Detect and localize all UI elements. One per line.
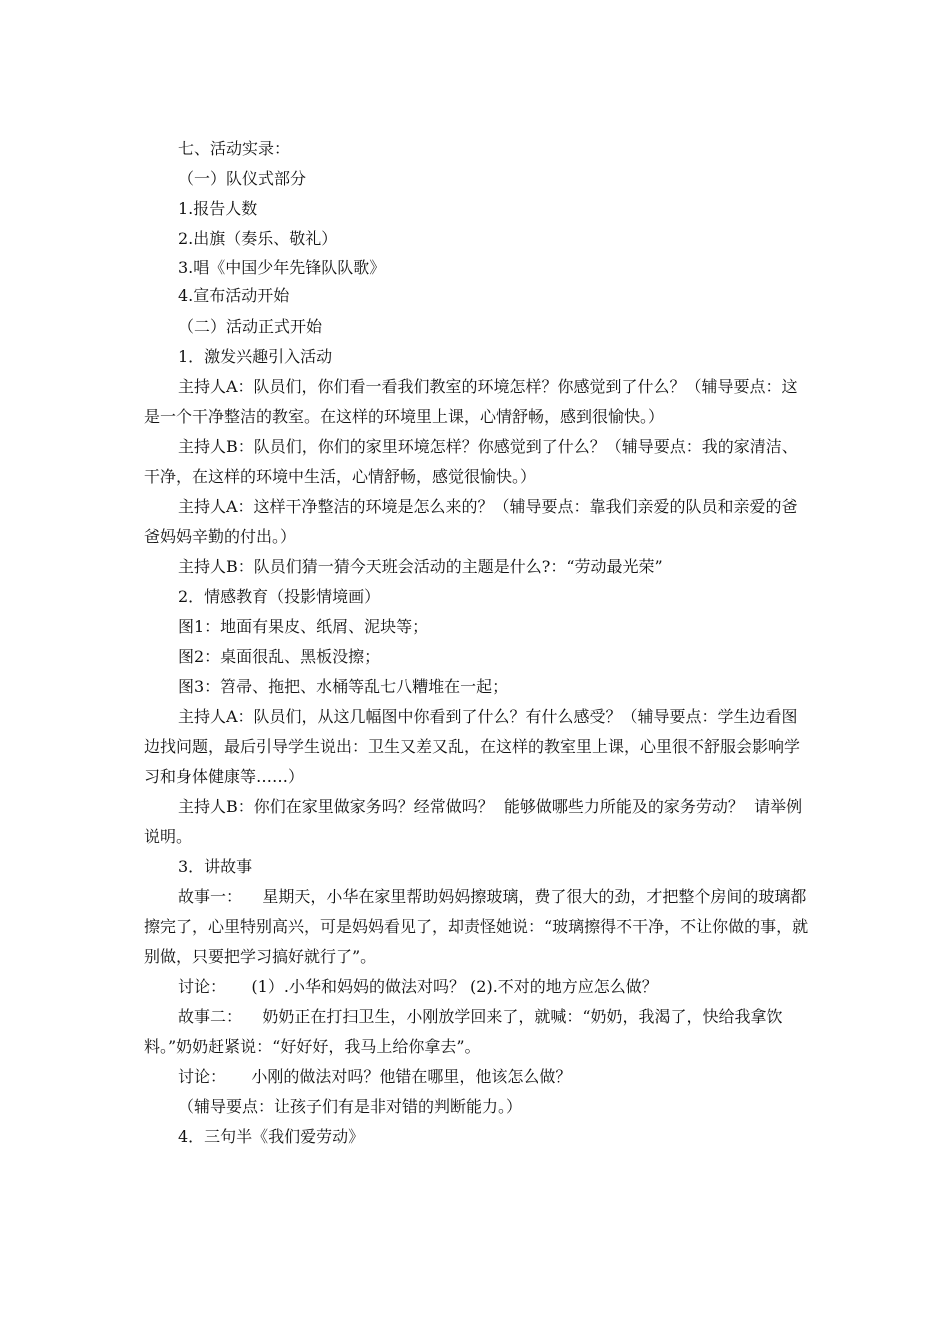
subsection-heading-formal-start: （二）活动正式开始 bbox=[178, 317, 323, 336]
figure-description: 图3：笤帚、拖把、水桶等乱七八糟堆在一起； bbox=[178, 677, 509, 696]
list-item: 3.唱《中国少年先锋队队歌》 bbox=[178, 258, 386, 277]
figure-description: 图2：桌面很乱、黑板没擦； bbox=[178, 647, 381, 666]
host-dialogue: 主持人A：队员们，从这几幅图中你看到了什么？有什么感受？（辅导要点：学生边看图边找问题，最后引导学生说出：卫生又差又乱，在这样的教室里上课，心里很不舒服会影响学习和身体健康等……） bbox=[144, 707, 801, 786]
subsection-heading-ceremony: （一）队仪式部分 bbox=[178, 169, 307, 188]
document-body bbox=[144, 134, 812, 1152]
guidance-note: （辅导要点：让孩子们有是非对错的判断能力。） bbox=[178, 1097, 523, 1116]
host-dialogue: 主持人B：你们在家里做家务吗？经常做吗？ 能够做哪些力所能及的家务劳动？ 请举例说明。 bbox=[144, 797, 803, 846]
section-heading-activity-record: 七、活动实录： bbox=[178, 139, 291, 158]
host-dialogue: 主持人A：队员们，你们看一看我们教室的环境怎样？你感觉到了什么？（辅导要点：这是一个干净整洁的教室。在这样的环境里上课，心情舒畅，感到很愉快。） bbox=[144, 377, 798, 426]
story-paragraph: 故事二： 奶奶正在打扫卫生，小刚放学回来了，就喊：“奶奶，我渴了，快给我拿饮料。”奶奶赶紧说：“好好好，我马上给你拿去”。 bbox=[144, 1007, 783, 1056]
host-dialogue: 主持人B：队员们猜一猜今天班会活动的主题是什么?：“劳动最光荣” bbox=[178, 557, 663, 576]
host-dialogue: 主持人B：队员们，你们的家里环境怎样？你感觉到了什么？（辅导要点：我的家清洁、干净，在这样的环境中生活，心情舒畅，感觉很愉快。） bbox=[144, 437, 798, 486]
step-heading: 3．讲故事 bbox=[178, 857, 253, 876]
step-heading: 2．情感教育（投影情境画） bbox=[178, 587, 381, 606]
discussion-paragraph: 讨论： (1）.小华和妈妈的做法对吗？ (2).不对的地方应怎么做？ bbox=[178, 977, 658, 996]
host-dialogue: 主持人A：这样干净整洁的环境是怎么来的？（辅导要点：靠我们亲爱的队员和亲爱的爸爸妈妈辛勤的付出。） bbox=[144, 497, 798, 546]
list-item: 2.出旗（奏乐、敬礼） bbox=[178, 229, 338, 248]
discussion-paragraph: 讨论： 小刚的做法对吗？他错在哪里，他该怎么做？ bbox=[178, 1067, 572, 1086]
step-heading: 1．激发兴趣引入活动 bbox=[178, 347, 333, 366]
list-item: 4.宣布活动开始 bbox=[178, 286, 290, 305]
story-paragraph: 故事一： 星期天，小华在家里帮助妈妈擦玻璃，费了很大的劲，才把整个房间的玻璃都擦完了，心里特别高兴，可是妈妈看见了，却责怪她说：“玻璃擦得不干净，不让你做的事，就别做，只要把学习搞好就行了”。 bbox=[144, 887, 809, 966]
list-item: 1.报告人数 bbox=[178, 199, 258, 218]
figure-description: 图1：地面有果皮、纸屑、泥块等； bbox=[178, 617, 429, 636]
step-heading: 4．三句半《我们爱劳动》 bbox=[178, 1127, 365, 1146]
